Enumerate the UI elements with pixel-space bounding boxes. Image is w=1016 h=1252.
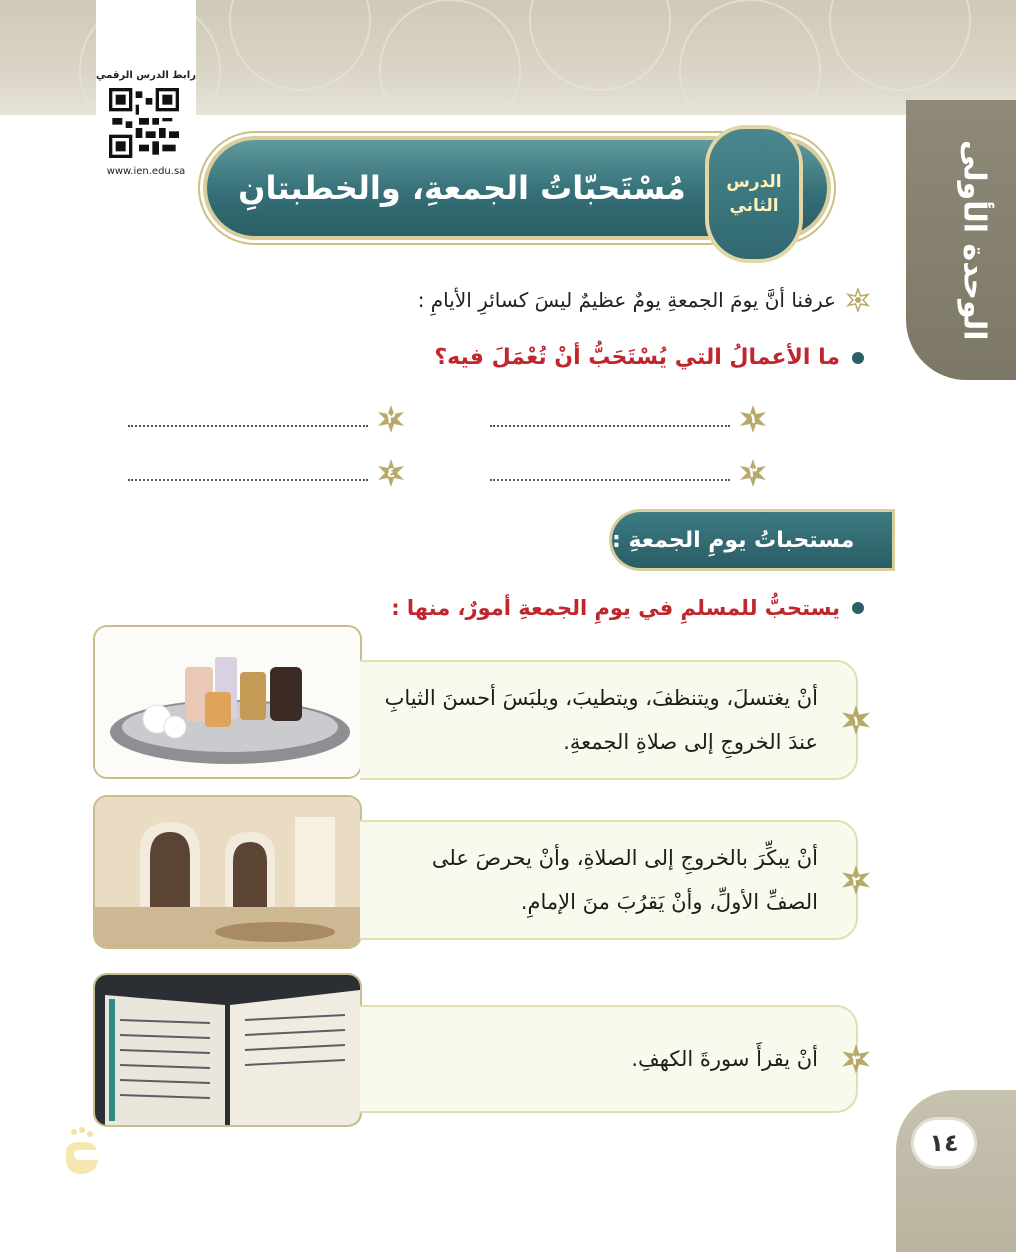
svg-text:٣: ٣: [851, 1052, 861, 1069]
qr-panel: [96, 0, 196, 186]
item-text-2: أنْ يبكِّرَ بالخروجِ إلى الصلاةِ، وأنْ يحرصَ على الصفِّ الأولِّ، وأنْ يَقرُبَ منَ الإمامِ.: [431, 846, 818, 914]
item-card-1: [360, 660, 861, 780]
perfume-tray-image: [95, 627, 360, 777]
number-badge-icon: ٤: [376, 458, 406, 488]
answer-line[interactable]: [128, 465, 368, 481]
section-subtitle-text: يستحبُّ للمسلمِ في يومِ الجمعةِ أمورٌ، منها :: [391, 596, 840, 620]
svg-text:٢: ٢: [851, 873, 861, 890]
answer-blank-4: [128, 458, 406, 488]
lesson-label-badge: [705, 125, 803, 263]
item-text-1: أنْ يغتسلَ، ويتنظفَ، ويتطيبَ، ويلبَسَ أحسنَ الثيابِ عندَ الخروجِ إلى صلاةِ الجمعةِ.: [384, 686, 818, 754]
section-subtitle: [391, 596, 864, 620]
number-badge-icon: ٢: [376, 404, 406, 434]
question: [434, 345, 864, 370]
lesson-label-line2: الثاني: [729, 196, 779, 216]
svg-text:١: ١: [851, 713, 861, 730]
item-card-3: [360, 1005, 861, 1113]
number-badge-icon: [840, 1043, 872, 1075]
question-text: ما الأعمالُ التي يُسْتَحَبُّ أنْ تُعْمَلَ فيه؟: [434, 345, 840, 370]
star-ornament-icon: [846, 288, 870, 312]
ien-logo-icon: [56, 1122, 106, 1182]
answer-blank-3: [490, 458, 768, 488]
answer-line[interactable]: [490, 465, 730, 481]
qr-url[interactable]: www.ien.edu.sa: [106, 166, 186, 177]
item-text-3: أنْ يقرأَ سورةَ الكهفِ.: [631, 1047, 818, 1071]
answer-line[interactable]: [490, 411, 730, 427]
lesson-label-line1: الدرس: [726, 172, 782, 192]
number-badge-icon: [840, 704, 872, 736]
item-card-2: [360, 820, 861, 940]
unit-title: الوحدة الأولى: [956, 139, 992, 341]
mosque-interior-image: [95, 797, 360, 947]
number-badge-icon: ٣: [738, 458, 768, 488]
footer-band: [896, 1090, 1016, 1252]
bullet-icon: [852, 602, 864, 614]
intro-line: [418, 288, 870, 312]
page-number: ١٤: [914, 1120, 974, 1166]
open-quran-image: [95, 975, 360, 1125]
bullet-icon: [852, 352, 864, 364]
section-heading: مستحباتُ يومِ الجمعةِ :: [612, 512, 892, 568]
answer-blank-1: [490, 404, 768, 434]
qr-code-icon[interactable]: [109, 88, 179, 158]
answer-line[interactable]: [128, 411, 368, 427]
qr-caption: رابط الدرس الرقمي: [96, 70, 196, 81]
answer-blank-2: [128, 404, 406, 434]
lesson-title: مُسْتَحبّاتُ الجمعةِ، والخطبتانِ: [238, 169, 686, 207]
number-badge-icon: [840, 864, 872, 896]
number-badge-icon: ١: [738, 404, 768, 434]
intro-text: عرفنا أنَّ يومَ الجمعةِ يومٌ عظيمٌ ليسَ كسائرِ الأيامِ :: [417, 288, 836, 312]
